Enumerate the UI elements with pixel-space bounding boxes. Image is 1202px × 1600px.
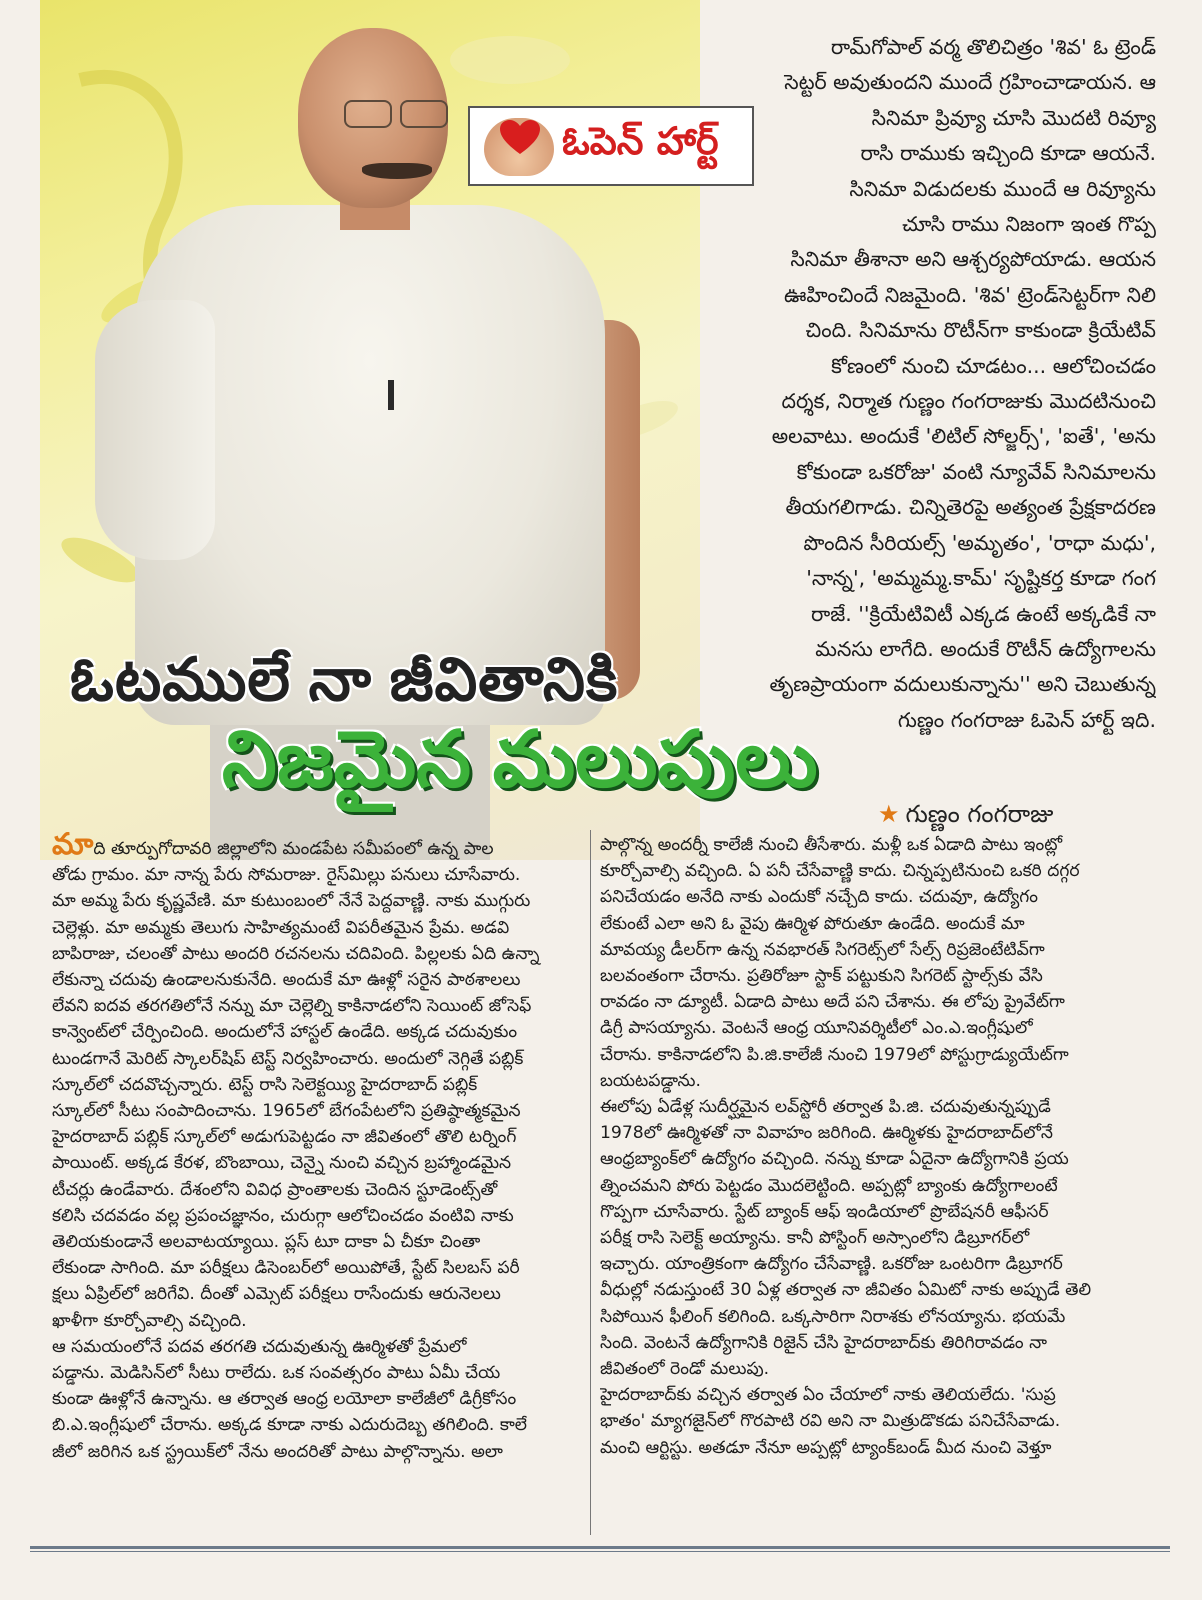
body-line: మా అమ్మ పేరు కృష్ణవేణి. మా కుటుంబంలో నేనే పెద్దవాణ్ణి. నాకు ముగ్గురు xyxy=(52,891,531,912)
body-line: హైదరాబాద్ పబ్లిక్ స్కూల్‌లో అడుగుపెట్టడం నా జీవితంలో తొలి టర్నింగ్ xyxy=(52,1127,517,1148)
body-line: బయటపడ్డాను. xyxy=(600,1070,701,1091)
body-line: సింది. వెంటనే ఉద్యోగానికి రిజైన్ చేసి హైదరాబాద్‌కు తిరిగిరావడం నా xyxy=(600,1332,1047,1353)
body-line: లేకుంటే ఎలా అని ఓ వైపు ఊర్మిళ పోరుతూ ఉండేది. అందుకే మా xyxy=(600,913,1025,934)
body-line: స్కూల్‌లో చదవొచ్చన్నారు. టెస్ట్ రాసి సెలెక్టయ్యి హైదరాబాద్ పబ్లిక్ xyxy=(52,1074,478,1095)
body-line: పరీక్ష రాసి సెలెక్ట్ అయ్యాను. కానీ పోస్టింగ్ అస్సాంలోని డిబ్రూగర్‌లో xyxy=(600,1228,1030,1249)
body-line: ఆ సమయంలోనే పదవ తరగతి చదువుతున్న ఊర్మిళతో ప్రేమలో xyxy=(52,1336,467,1357)
body-line: ఇచ్చారు. యాంత్రికంగా ఉద్యోగం చేసేవాణ్ణి. ఒకరోజు ఒంటరిగా డిబ్రూగర్ xyxy=(600,1254,1063,1275)
body-line: మాది తూర్పుగోదావరి జిల్లాలోని మండపేట సమీపంలో ఉన్న పాల xyxy=(52,832,582,862)
body-line: బాపిరాజు, చలంతో పాటు అందరి రచనలను చదివింది. పిల్లలకు ఏది ఉన్నా xyxy=(52,943,540,964)
headline-line-1: ఓటములే నా జీవితానికి xyxy=(70,646,619,713)
intro-line: రాజే. ''క్రియేటివిటీ ఎక్కడ ఉంటే అక్కడికే నా xyxy=(811,601,1156,626)
bottom-rule-thin xyxy=(30,1551,1170,1552)
body-line: మంచి ఆర్టిస్టు. అతడూ నేనూ అప్పట్లో ట్యాంక్‌బండ్ మీద నుంచి వెళ్తూ xyxy=(600,1437,1052,1458)
body-line: కుండా ఊళ్లోనే ఉన్నాను. ఆ తర్వాత ఆంధ్ర లయోలా కాలేజీలో డిగ్రీకోసం xyxy=(52,1389,517,1410)
body-line: చెల్లెళ్లు. మా అమ్మకు తెలుగు సాహిత్యమంటే విపరీతమైన ప్రేమ. అడవి xyxy=(52,917,510,938)
body-line: పనిచేయడం అనేది నాకు ఎందుకో నచ్చేది కాదు. చదువూ, ఉద్యోగం xyxy=(600,887,1039,908)
bottom-rule xyxy=(30,1546,1170,1549)
intro-line: మనసు లాగేది. అందుకే రొటీన్ ఉద్యోగాలను xyxy=(815,636,1156,661)
author-name: గుణ్ణం గంగరాజు xyxy=(905,800,1054,828)
star-icon: ★ xyxy=(878,800,900,828)
intro-line: చింది. సినిమాను రొటీన్‌గా కాకుండా క్రియేటివ్ xyxy=(805,318,1156,343)
body-line: మావయ్య డీలర్‌గా ఉన్న నవభారత్ సిగరెట్స్‌లో సేల్స్ రిప్రజెంటేటివ్‌గా xyxy=(600,939,1045,960)
intro-line: 'నాన్న', 'అమ్మమ్మ.కామ్' సృష్టికర్త కూడా గంగ xyxy=(806,566,1156,591)
drop-cap: మా xyxy=(52,832,94,862)
body-line: రావడం నా డ్యూటీ. ఏడాది పాటు అదే పని చేశాను. ఈ లోపు ప్రైవేట్‌గా xyxy=(600,992,1065,1013)
intro-line: సెట్టర్ అవుతుందని ముందే గ్రహించాడాయన. ఆ xyxy=(784,70,1156,95)
body-line: కాన్వెంట్‌లో చేర్పించింది. అందులోనే హాస్టల్ ఉండేది. అక్కడ చదువుకుం xyxy=(52,1022,518,1043)
body-line: టుండగానే మెరిట్ స్కాలర్‌షిప్ టెస్ట్ నిర్వహించారు. అందులో నెగ్గితే పబ్లిక్ xyxy=(52,1048,524,1069)
body-line: బి.ఎ.ఇంగ్లీషులో చేరాను. అక్కడ కూడా నాకు ఎదురుదెబ్బ తగిలింది. కాలే xyxy=(52,1415,527,1436)
intro-line: గుణ్ణం గంగరాజు ఓపెన్ హార్ట్ ఇది. xyxy=(897,707,1156,732)
glasses-icon xyxy=(340,100,450,126)
body-column-left xyxy=(52,832,582,1465)
body-line: కూర్చోవాల్సి వచ్చింది. ఏ పనీ చేసేవాణ్ణి కాదు. చిన్నప్పటినుంచి ఒకరి దగ్గర xyxy=(600,861,1080,882)
body-line: డిగ్రీ పాసయ్యాను. వెంటనే ఆంధ్ర యూనివర్శిటీలో ఎం.ఎ.ఇంగ్లీషులో xyxy=(600,1018,1033,1039)
body-line: ఖాళీగా కూర్చోవాల్సి వచ్చింది. xyxy=(52,1310,247,1331)
body-line: లేకుండా సాగింది. మా పరీక్షలు డిసెంబర్‌లో అయిపోతే, స్టేట్ సిలబస్ పరీ xyxy=(52,1258,520,1279)
body-line: ఈలోపు ఏడేళ్ల సుదీర్ఘమైన లవ్‌స్టోరీ తర్వాత పి.జి. చదువుతున్నప్పుడే xyxy=(600,1097,1051,1118)
intro-line: సినిమా ప్రివ్యూ చూసి మొదటి రివ్యూ xyxy=(871,105,1156,130)
intro-line: తృణప్రాయంగా వదులుకున్నాను'' అని చెబుతున్న xyxy=(769,672,1156,697)
body-line: ఆంధ్రబ్యాంక్‌లో ఉద్యోగం వచ్చింది. నన్ను కూడా ఏదైనా ఉద్యోగానికి ప్రయ xyxy=(600,1149,1069,1170)
body-line: గొప్పగా చూసేవారు. స్టేట్ బ్యాంక్ ఆఫ్ ఇండియాలో ప్రొబేషనరీ ఆఫీసర్ xyxy=(600,1201,1049,1222)
intro-line: దర్శక, నిర్మాత గుణ్ణం గంగరాజుకు మొదటినుంచి xyxy=(781,389,1156,414)
column-divider xyxy=(590,830,591,1535)
intro-line: అలవాటు. అందుకే 'లిటిల్ సోల్జర్స్', 'ఐతే', 'అను xyxy=(771,424,1156,449)
intro-line: రామ్‌గోపాల్ వర్మ తొలిచిత్రం 'శివ' ఓ ట్రెండ్ xyxy=(830,35,1156,59)
body-line: భాతం' మ్యాగజైన్‌లో గొరపాటి రవి అని నా మిత్రుడొకడు పనిచేసేవాడు. xyxy=(600,1411,1061,1432)
body-line: జీవితంలో రెండో మలుపు. xyxy=(600,1359,770,1380)
body-line: తోడు గ్రామం. మా నాన్న పేరు సోమరాజు. రైస్‌మిల్లు పనులు చూసేవారు. xyxy=(52,865,521,886)
body-line: జీలో జరిగిన ఒక స్ట్రయిక్‌లో నేను అందరితో పాటు పాల్గొన్నాను. అలా xyxy=(52,1441,503,1462)
body-line: లేకున్నా చదువు ఉండాలనుకునేది. అందుకే మా ఊళ్లో సరైన పాఠశాలలు xyxy=(52,970,521,991)
intro-line: సినిమా తీశానా అని ఆశ్చర్యపోయాడు. ఆయన xyxy=(790,247,1156,272)
body-line: టీచర్లు ఉండేవారు. దేశంలోని వివిధ ప్రాంతాలకు చెందిన స్టూడెంట్స్‌తో xyxy=(52,1179,498,1200)
headline-line-2: నిజమైన మలుపులు xyxy=(222,715,818,803)
body-line: పడ్డాను. మెడిసిన్‌లో సీటు రాలేదు. ఒక సంవత్సరం పాటు ఏమీ చేయ xyxy=(52,1363,501,1384)
body-line: పాల్గొన్న అందర్నీ కాలేజీ నుంచి తీసేశారు. మళ్లీ ఒక ఏడాది పాటు ఇంట్లో xyxy=(600,835,1063,855)
intro-line: ఊహించిందే నిజమైంది. 'శివ' ట్రెండ్‌సెట్టర్‌గా నిలి xyxy=(783,282,1156,307)
body-line: పాయింట్. అక్కడ కేరళ, బొంబాయి, చెన్నై నుంచి వచ్చిన బ్రహ్మాండమైన xyxy=(52,1153,512,1174)
intro-line: చూసి రాము నిజంగా ఇంత గొప్ప xyxy=(902,212,1156,237)
intro-line: సినిమా విడుదలకు ముందే ఆ రివ్యూను xyxy=(849,176,1156,201)
badge-label: ఓపెన్ హార్ట్ xyxy=(562,119,719,163)
body-line: త్నించమని పోరు పెట్టడం మొదలెట్టింది. అప్పట్లో బ్యాంకు ఉద్యోగాలంటే xyxy=(600,1175,1058,1196)
person-sleeve xyxy=(95,300,215,560)
pen-in-pocket xyxy=(388,380,394,410)
body-line: తెలియకుండానే అలవాటయ్యాయి. ప్లస్ టూ దాకా ఏ చీకూ చింతా xyxy=(52,1232,481,1253)
body-line: చేరాను. కాకినాడలోని పి.జి.కాలేజీ నుంచి 1979లో పోస్టుగ్రాడ్యుయేట్‌గా xyxy=(600,1044,1069,1065)
body-column-right xyxy=(600,832,1152,1461)
body-line: కలిసి చదవడం వల్ల ప్రపంచజ్ఞానం, చురుగ్గా ఆలోచించడం వంటివి నాకు xyxy=(52,1205,514,1226)
intro-line: రాసి రాముకు ఇచ్చింది కూడా ఆయనే. xyxy=(860,141,1156,166)
intro-line: కోణంలో నుంచి చూడటం... ఆలోచించడం xyxy=(831,353,1156,378)
body-line: బలవంతంగా చేరాను. ప్రతిరోజూ స్టాక్ పట్టుకుని సిగరెట్ స్టాల్స్‌కు వేసి xyxy=(600,966,1043,987)
intro-line: పొందిన సీరియల్స్ 'అమృతం', 'రాధా మధు', xyxy=(803,530,1156,555)
body-line: స్కూల్‌లో సీటు సంపాదించాను. 1965లో బేగంపేటలోని ప్రతిష్ఠాత్మకమైన xyxy=(52,1101,521,1122)
body-line: హైదరాబాద్‌కు వచ్చిన తర్వాత ఏం చేయాలో నాకు తెలియలేదు. 'సుప్ర xyxy=(600,1385,1056,1406)
body-line: సిపోయిన ఫీలింగ్ కలిగింది. ఒక్కసారిగా నిరాశకు లోనయ్యాను. భయమే xyxy=(600,1306,1066,1327)
intro-paragraph xyxy=(676,30,1156,738)
body-line: 1978లో ఊర్మిళతో నా వివాహం జరిగింది. ఊర్మిళకు హైదరాబాద్‌లోనే xyxy=(600,1123,1053,1144)
heart-icon xyxy=(500,120,540,156)
body-line: క్షలు ఏప్రిల్‌లో జరిగేవి. దీంతో ఎమ్సెట్ పరీక్షలు రాసేందుకు ఆరునెలలు xyxy=(52,1284,501,1305)
intro-line: తీయగలిగాడు. చిన్నితెరపై అత్యంత ప్రేక్షకాదరణ xyxy=(785,495,1156,520)
mustache xyxy=(362,163,432,179)
body-line: వీధుల్లో నడుస్తుంటే 30 ఏళ్ల తర్వాత నా జీవితం ఏమిటో నాకు అప్పుడే తెలి xyxy=(600,1280,1092,1301)
byline xyxy=(878,800,1053,834)
intro-line: కోకుండా ఒకరోజు' వంటి న్యూవేవ్ సినిమాలను xyxy=(796,459,1156,484)
body-line: లేవని ఐదవ తరగతిలోనే నన్ను మా చెల్లెల్ని కాకినాడలోని సెయింట్ జోసెఫ్ xyxy=(52,996,532,1017)
